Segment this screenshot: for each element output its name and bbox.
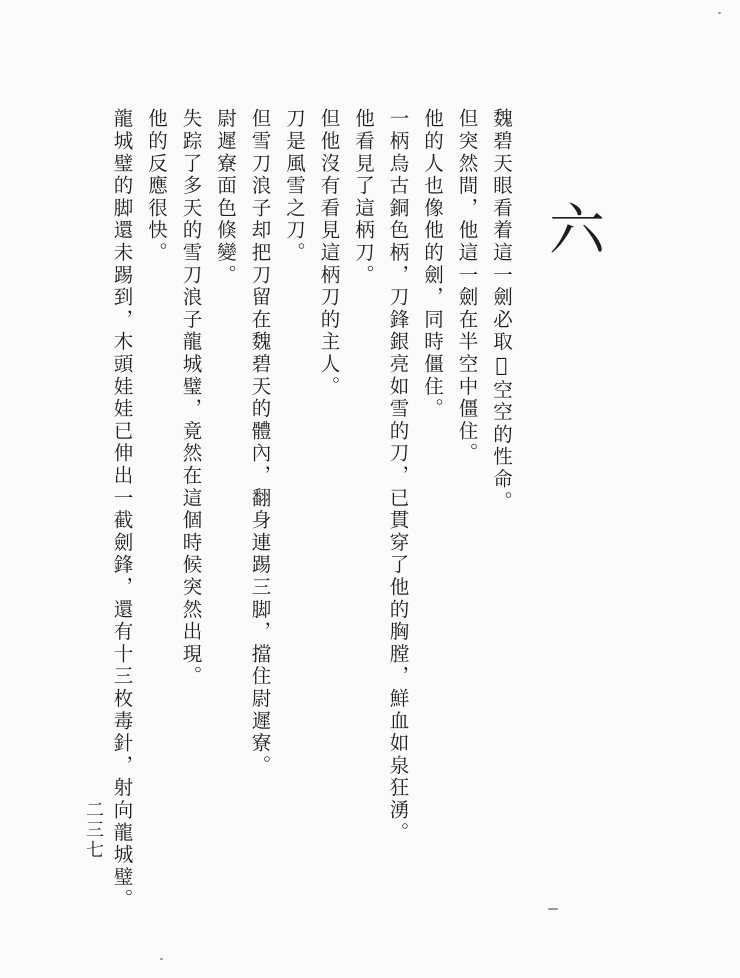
paper-speck: [548, 908, 558, 910]
page-number: 二三七: [83, 800, 104, 860]
text-line: 他的反應很快。: [145, 108, 168, 265]
text-line: 他的人也像他的劍，同時僵住。: [421, 108, 444, 421]
chapter-title: 六: [540, 200, 605, 256]
text-line: 尉遲寮面色倏變。: [214, 108, 237, 287]
text-line: 但他沒有看見這柄刀的主人。: [317, 108, 341, 398]
text-line: 魏碧天眼看着這一劍必取𥨊空空的性命。: [490, 108, 513, 513]
text-line: 一柄烏古銅色柄，刀鋒銀亮如雪的刀，已貫穿了他的胸膛，鮮血如泉狂湧。: [386, 108, 410, 844]
text-line: 他看見了這柄刀。: [352, 108, 375, 287]
text-line: 龍城璧的脚還未踢到，木頭娃娃已伸出一截劍鋒，還有十三枚毒針，射向龍城璧。: [110, 108, 134, 911]
paper-speck: [160, 958, 163, 960]
paper-speck: [718, 12, 721, 14]
text-line: 失踪了多天的雪刀浪子龍城璧，竟然在這個時候突然出現。: [179, 108, 203, 688]
text-line: 但突然間，他這一劍在半空中僵住。: [455, 108, 479, 465]
text-line: 但雪刀浪子却把刀留在魏碧天的體內，翻身連踢三脚，擋住尉遲寮。: [248, 108, 272, 777]
text-line: 刀是風雪之刀。: [283, 108, 306, 265]
body-text: [104, 108, 518, 911]
